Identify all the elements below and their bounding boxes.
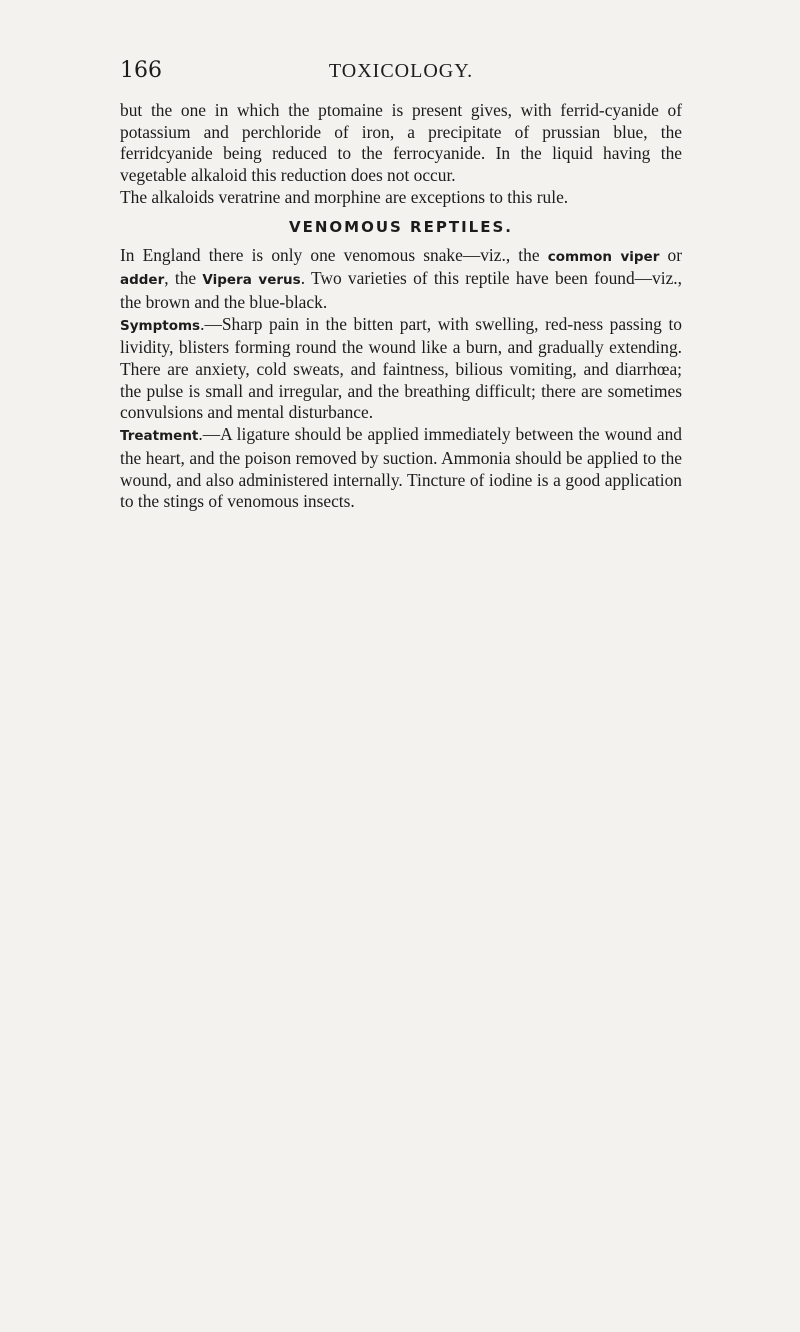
paragraph-symptoms — [120, 314, 682, 425]
running-head — [120, 58, 682, 88]
paragraph-venomous-snake — [120, 245, 682, 314]
section-heading: VENOMOUS REPTILES. — [289, 217, 513, 236]
adder-name: adder — [120, 272, 165, 289]
intro-text: In England there is only one venomous snake—viz., the — [120, 244, 548, 265]
paragraph-ptomaine-test: but the one in which the ptomaine is present gives, with ferrid-cyanide of potassium and perchloride of iron, a precipitate of prussian blue, the ferridcyanide being reduced to the ferrocyanide. In the liquid having the vegetable alkaloid this reduction does not occur. — [120, 100, 682, 186]
body-text — [120, 100, 682, 513]
page-number: 166 — [120, 58, 162, 83]
common-name: common viper — [547, 248, 660, 265]
treatment-label: Treatment — [120, 428, 199, 445]
treatment-text: .—A ligature should be applied immediately between the wound and the heart, and the poison removed by suction. Ammonia should be applied to the wound, and also administered internally. Tincture of iodine is a good application to the stings of venomous insects. — [120, 424, 682, 512]
latin-name: Vipera verus — [202, 272, 301, 289]
paragraph-alkaloid-exceptions: The alkaloids veratrine and morphine are exceptions to this rule. — [120, 186, 569, 207]
intro-the: , the — [164, 268, 203, 289]
running-title: TOXICOLOGY. — [328, 60, 474, 82]
intro-varieties: . Two varieties of this reptile have been found—viz., the brown and the blue-black. — [120, 268, 682, 312]
intro-or: or — [659, 244, 682, 265]
symptoms-text: .—Sharp pain in the bitten part, with swelling, red-ness passing to lividity, blisters forming round the wound like a burn, and gradually extending. There are anxiety, cold sweats, and faintness, bilious vomiting, and diarrhœa; the pulse is small and irregular, and the breathing difficult; there are sometimes convulsions and mental disturbance. — [120, 313, 682, 423]
symptoms-label: Symptoms — [120, 317, 201, 334]
paragraph-treatment — [120, 424, 682, 513]
